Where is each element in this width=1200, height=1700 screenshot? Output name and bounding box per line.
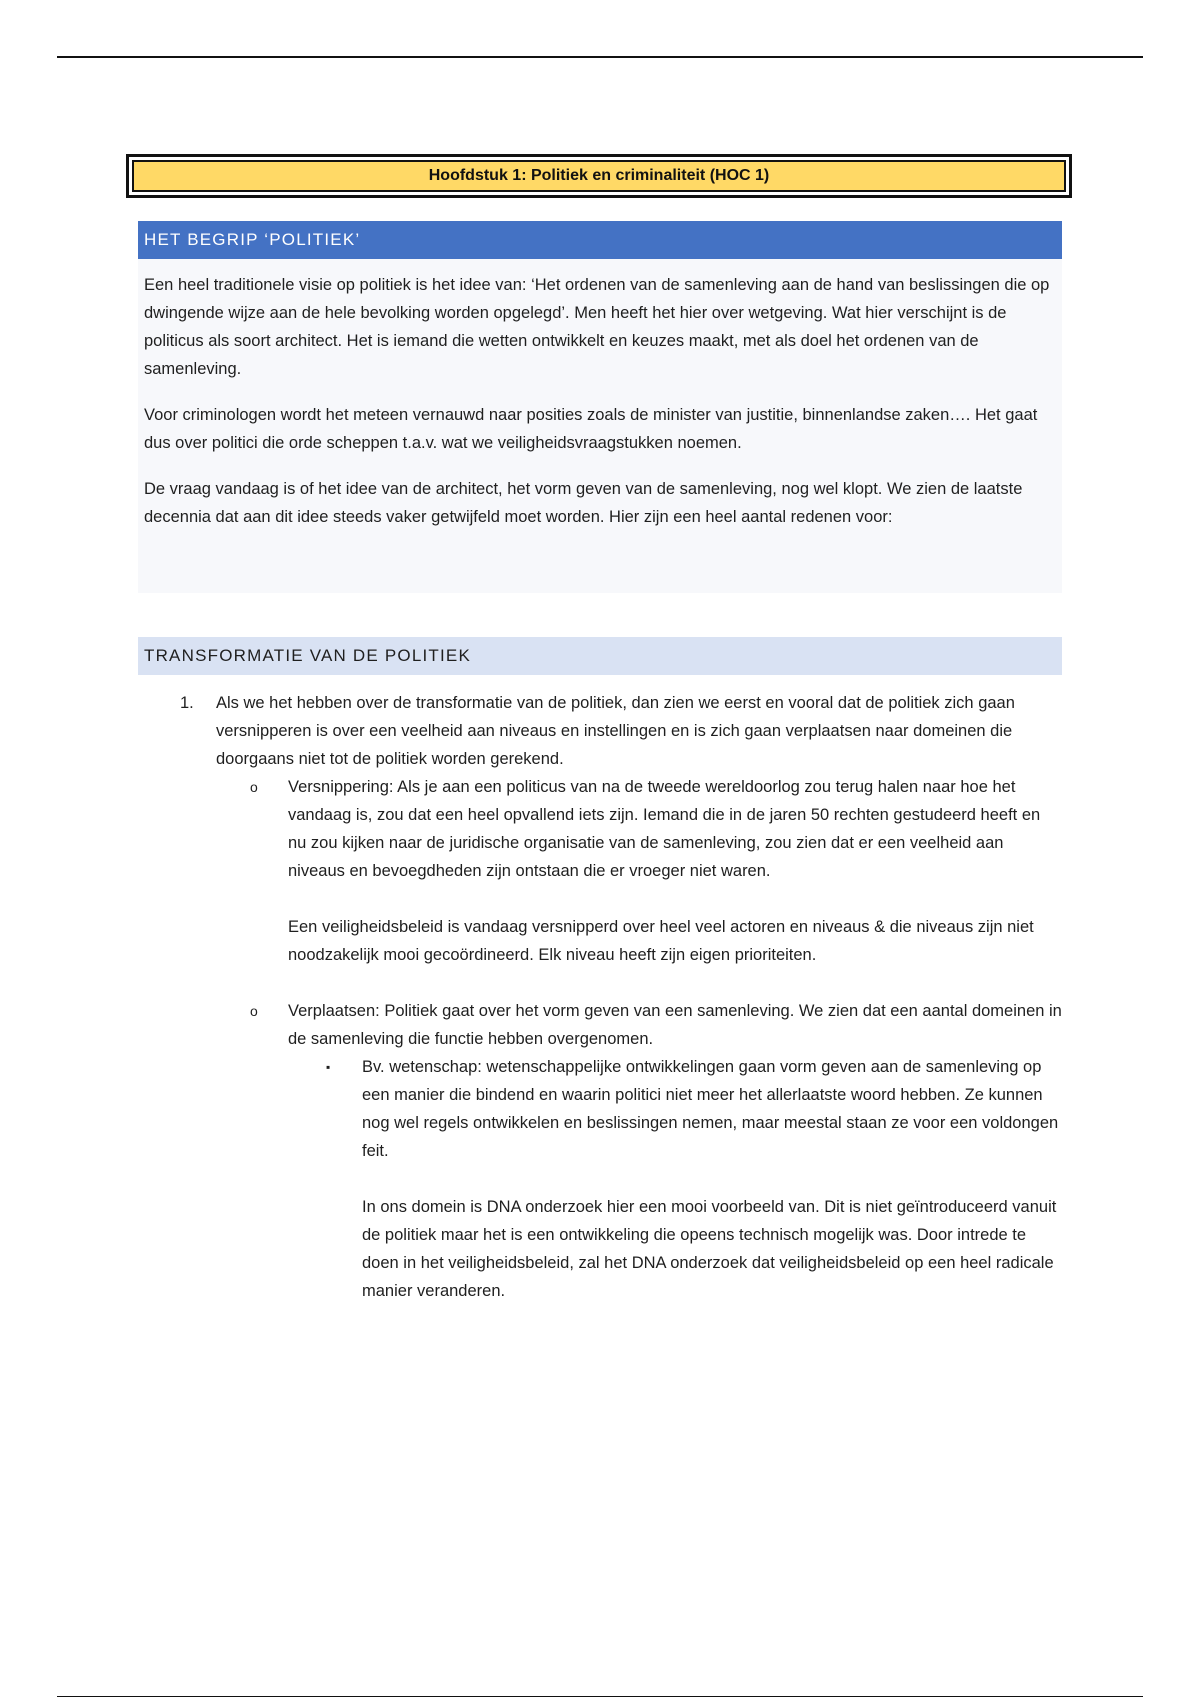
- section-begrip-politiek: [138, 221, 1062, 593]
- square-bullet-icon: ▪: [326, 1060, 331, 1074]
- sub-sub-item-text-continued: In ons domein is DNA onderzoek hier een mooi voorbeeld van. Dit is niet geïntroduceerd vanuit de politiek maar het is een ontwikkeling die opeens technisch mogelijk was. Door intrede te doen in het veiligheidsbeleid, zal het DNA onderzoek dat veiligheidsbeleid op een heel radicale manier veranderen.: [362, 1198, 1057, 1300]
- list-item-text: Als we het hebben over de transformatie van de politiek, dan zien we eerst en vooral dat de politiek zich gaan versnipperen is over een veelheid aan niveaus en instellingen en is zich gaan verplaatsen naar domeinen die doorgaans niet tot de politiek worden gerekend.: [216, 694, 1015, 768]
- chapter-title: Hoofdstuk 1: Politiek en criminaliteit (HOC 1): [132, 160, 1066, 192]
- sub-list-item: [138, 773, 1062, 997]
- section-heading: HET BEGRIP ‘POLITIEK’: [138, 221, 1062, 259]
- paragraph: De vraag vandaag is of het idee van de architect, het vorm geven van de samenleving, nog wel klopt. We zien de laatste decennia dat aan dit idee steeds vaker getwijfeld moet worden. Hier zijn een heel aantal redenen voor:: [144, 480, 1023, 526]
- hollow-bullet-icon: o: [250, 779, 258, 795]
- sub-sub-item-text: Bv. wetenschap: wetenschappelijke ontwikkelingen gaan vorm geven aan de samenleving op een manier die bindend en waarin politici niet meer het allerlaatste woord hebben. Ze kunnen nog wel regels ontwikkelen en beslissingen nemen, maar meestal staan ze voor een voldongen feit.: [362, 1058, 1059, 1160]
- section-body: [138, 259, 1062, 593]
- hollow-bullet-icon: o: [250, 1003, 258, 1019]
- list-item: [138, 689, 1062, 773]
- footer-rule: [57, 1696, 1143, 1697]
- section-transformatie: [138, 637, 1062, 1305]
- list-number: 1.: [180, 694, 194, 712]
- section-heading: TRANSFORMATIE VAN DE POLITIEK: [138, 637, 1062, 675]
- sub-item-text: Verplaatsen: Politiek gaat over het vorm geven van een samenleving. We zien dat een aantal domeinen in de samenleving die functie hebben overgenomen.: [288, 1002, 1062, 1048]
- sub-sub-list-item: [138, 1053, 1062, 1305]
- numbered-list: [138, 689, 1062, 1305]
- sub-item-text: Versnippering: Als je aan een politicus van na de tweede wereldoorlog zou terug halen naar hoe het vandaag is, zou dat een heel opvallend iets zijn. Iemand die in de jaren 50 rechten gestudeerd heeft en nu zou kijken naar de juridische organisatie van de samenleving, zou zien dat er een veelheid aan niveaus en bevoegdheden zijn ontstaan die er vroeger niet waren.: [288, 778, 1041, 880]
- chapter-title-box: [126, 154, 1072, 198]
- paragraph: Voor criminologen wordt het meteen vernauwd naar posities zoals de minister van justitie, binnenlandse zaken…. Het gaat dus over politici die orde scheppen t.a.v. wat we veiligheidsvraagstukken noemen.: [144, 406, 1038, 452]
- header-rule: [57, 56, 1143, 58]
- paragraph: Een heel traditionele visie op politiek is het idee van: ‘Het ordenen van de samenleving aan de hand van beslissingen die op dwingende wijze aan de hele bevolking worden opgelegd’. Men heeft het hier over wetgeving. Wat hier verschijnt is de politicus als soort architect. Het is iemand die wetten ontwikkelt en keuzes maakt, met als doel het ordenen van de samenleving.: [144, 276, 1050, 378]
- sub-list-item: [138, 997, 1062, 1053]
- sub-item-text-continued: Een veiligheidsbeleid is vandaag versnipperd over heel veel actoren en niveaus & die niveaus zijn niet noodzakelijk mooi gecoördineerd. Elk niveau heeft zijn eigen prioriteiten.: [288, 918, 1034, 964]
